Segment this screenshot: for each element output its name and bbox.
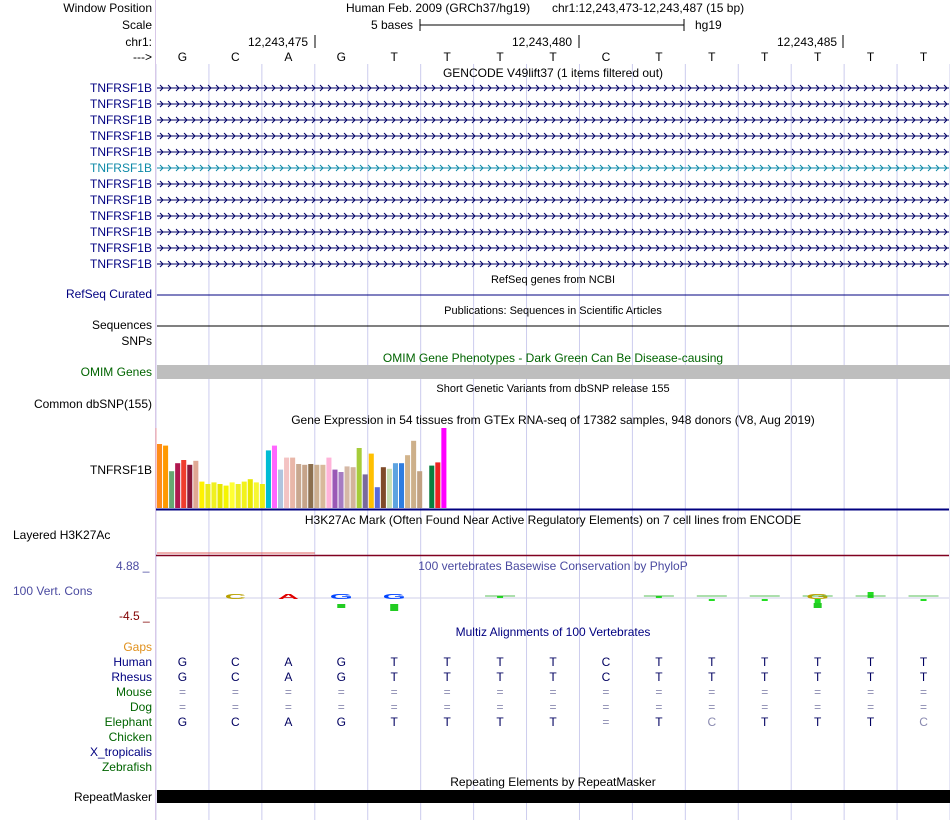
alignment-base: =	[920, 685, 928, 699]
gtex-bar	[254, 482, 259, 508]
publications-label[interactable]: Sequences	[91, 318, 152, 332]
phylop-glyph: G	[806, 592, 830, 601]
dbsnp-label[interactable]: Common dbSNP(155)	[33, 397, 152, 411]
phylop-glyph	[390, 604, 398, 611]
alignment-base: =	[443, 700, 451, 714]
gtex-bar	[339, 472, 344, 508]
alignment-base: =	[496, 700, 504, 714]
position-text: chr1:12,243,473-12,243,487 (15 bp)	[552, 1, 745, 15]
base-letter: T	[761, 50, 769, 64]
gencode-item-label[interactable]: TNFRSF1B	[89, 241, 152, 255]
gtex-bar	[272, 446, 277, 508]
publications-title: Publications: Sequences in Scientific Articles	[444, 305, 662, 317]
base-letter: T	[390, 50, 398, 64]
gtex-bar	[193, 461, 198, 508]
alignment-base: T	[443, 655, 451, 669]
base-letter: T	[866, 50, 875, 64]
base-letter: T	[549, 50, 557, 64]
alignment-base: G	[177, 655, 188, 669]
alignment-base: C	[707, 715, 717, 729]
base-letter: G	[336, 50, 346, 64]
alignment-base: =	[549, 685, 557, 699]
base-letter: C	[601, 50, 611, 64]
base-letter: G	[177, 50, 188, 64]
gtex-bar	[411, 441, 416, 508]
phylop-bar	[709, 599, 715, 601]
repeatmasker-title: Repeating Elements by RepeatMasker	[450, 775, 656, 789]
alignment-base: T	[813, 670, 822, 684]
species-label[interactable]: Chicken	[108, 730, 152, 744]
species-label[interactable]: Zebrafish	[101, 760, 152, 774]
scale-text: 5 bases	[371, 18, 414, 32]
alignment-base: =	[655, 700, 663, 714]
window-position-label: Window Position	[63, 1, 152, 15]
gtex-bar	[369, 454, 374, 508]
alignment-base: =	[867, 685, 875, 699]
species-label[interactable]: Mouse	[115, 685, 152, 699]
alignment-base: T	[496, 715, 504, 729]
alignment-base: T	[708, 655, 716, 669]
base-letter: T	[708, 50, 716, 64]
gencode-item-label[interactable]: TNFRSF1B	[89, 129, 152, 143]
gencode-item-label[interactable]: TNFRSF1B	[89, 113, 152, 127]
gtex-bar	[157, 444, 162, 508]
alignment-base: T	[919, 670, 928, 684]
alignment-base: =	[549, 700, 557, 714]
gtex-bar	[435, 462, 440, 508]
alignment-base: =	[602, 685, 610, 699]
gtex-bar	[266, 450, 271, 508]
phylop-glyph: C	[224, 592, 247, 601]
gtex-bar	[393, 463, 398, 508]
gtex-bar	[387, 469, 392, 508]
coord-tick: 12,243,480	[512, 35, 573, 49]
gtex-bar	[284, 458, 289, 508]
snps-label[interactable]: SNPs	[121, 334, 152, 348]
base-letter: T	[813, 50, 822, 64]
gtex-bar	[205, 484, 210, 508]
gtex-bar	[236, 484, 241, 508]
alignment-base: =	[761, 700, 769, 714]
alignment-base: T	[549, 715, 557, 729]
gtex-bar	[326, 458, 331, 508]
alignment-base: =	[814, 700, 822, 714]
species-label[interactable]: Dog	[129, 700, 152, 714]
omim-title: OMIM Gene Phenotypes - Dark Green Can Be Disease-causing	[382, 351, 724, 365]
dbsnp-title: Short Genetic Variants from dbSNP release 155	[436, 383, 670, 395]
alignment-base: G	[177, 670, 188, 684]
gencode-item-label[interactable]: TNFRSF1B	[89, 209, 152, 223]
gtex-bar	[278, 470, 283, 508]
alignment-base: T	[655, 655, 663, 669]
alignment-base: =	[231, 700, 239, 714]
scale-label: Scale	[121, 18, 152, 32]
gtex-bar	[296, 464, 301, 508]
h3k27ac-title: H3K27Ac Mark (Often Found Near Active Regulatory Elements) on 7 cell lines from ENCODE	[304, 513, 802, 527]
alignment-base: G	[336, 670, 346, 684]
gtex-bar	[290, 458, 295, 508]
alignment-base: =	[655, 685, 663, 699]
alignment-base: T	[866, 715, 875, 729]
gencode-item-label[interactable]: TNFRSF1B	[89, 161, 152, 175]
gencode-item-label[interactable]: TNFRSF1B	[89, 81, 152, 95]
phylop-min: -4.5 _	[119, 609, 150, 623]
alignment-base: T	[761, 670, 769, 684]
omim-bar	[157, 365, 950, 379]
alignment-base: G	[336, 655, 346, 669]
alignment-base: =	[284, 700, 292, 714]
gtex-bar	[224, 486, 229, 508]
refseq-label[interactable]: RefSeq Curated	[65, 287, 152, 301]
h3k27ac-label[interactable]: Layered H3K27Ac	[13, 528, 111, 542]
species-label[interactable]: Human	[113, 655, 152, 669]
alignment-base: T	[813, 715, 822, 729]
gtex-bar	[218, 484, 223, 508]
gtex-label[interactable]: TNFRSF1B	[89, 463, 152, 477]
alignment-base: =	[337, 685, 345, 699]
strand-label: --->	[133, 50, 152, 64]
gencode-item-label[interactable]: TNFRSF1B	[89, 193, 152, 207]
gencode-item-label[interactable]: TNFRSF1B	[89, 177, 152, 191]
gtex-bar	[345, 466, 350, 508]
omim-label[interactable]: OMIM Genes	[80, 365, 152, 379]
alignment-base: =	[284, 685, 292, 699]
phylop-title: 100 vertebrates Basewise Conservation by PhyloP	[418, 559, 688, 573]
alignment-base: =	[390, 700, 398, 714]
base-letter: A	[284, 50, 293, 64]
chrom-label: chr1:	[125, 35, 152, 49]
alignment-base: =	[178, 700, 186, 714]
gencode-title: GENCODE V49lift37 (1 items filtered out)	[442, 66, 664, 80]
phylop-glyph	[337, 604, 345, 608]
phylop-label[interactable]: 100 Vert. Cons	[13, 584, 93, 598]
gtex-bar	[199, 482, 204, 508]
gtex-bar	[332, 470, 337, 508]
refseq-title: RefSeq genes from NCBI	[490, 274, 616, 286]
alignment-base: =	[337, 700, 345, 714]
species-label[interactable]: X_tropicalis	[89, 745, 152, 759]
alignment-base: =	[231, 685, 239, 699]
alignment-base: T	[390, 670, 398, 684]
alignment-base: T	[761, 655, 769, 669]
scale-db: hg19	[695, 18, 722, 32]
gtex-bar	[405, 455, 410, 508]
alignment-base: =	[814, 685, 822, 699]
phylop-glyph: A	[277, 592, 299, 601]
gencode-item-label[interactable]: TNFRSF1B	[89, 97, 152, 111]
alignment-base: T	[443, 715, 451, 729]
alignment-base: T	[708, 670, 716, 684]
gtex-bar	[375, 487, 380, 508]
alignment-base: C	[231, 715, 240, 729]
alignment-base: C	[231, 670, 240, 684]
alignment-base: A	[284, 715, 293, 729]
gtex-bar	[357, 448, 362, 508]
base-letter: T	[443, 50, 451, 64]
alignment-base: A	[284, 670, 293, 684]
gtex-title: Gene Expression in 54 tissues from GTEx RNA-seq of 17382 samples, 948 donors (V8, Aug 2019)	[291, 413, 815, 427]
base-letter: T	[496, 50, 504, 64]
alignment-base: T	[813, 655, 822, 669]
coord-tick: 12,243,485	[777, 35, 838, 49]
gtex-bar	[314, 465, 319, 508]
gtex-bar	[423, 463, 428, 508]
gtex-bar	[363, 474, 368, 508]
alignment-base: T	[496, 670, 504, 684]
gtex-bar	[351, 467, 356, 508]
gtex-bar	[441, 428, 446, 508]
repeatmasker-bar	[157, 790, 950, 803]
species-label[interactable]: Rhesus	[111, 670, 152, 684]
gaps-label[interactable]: Gaps	[123, 640, 152, 654]
alignment-base: =	[178, 685, 186, 699]
phylop-glyph: G	[329, 592, 353, 601]
gtex-bar	[302, 465, 307, 508]
gtex-bar	[429, 466, 434, 508]
base-letter: T	[919, 50, 928, 64]
alignment-base: T	[390, 655, 398, 669]
gtex-bar	[175, 463, 180, 508]
alignment-base: G	[177, 715, 188, 729]
alignment-base: T	[866, 655, 875, 669]
gtex-bar	[381, 467, 386, 508]
alignment-base: T	[496, 655, 504, 669]
coord-tick: 12,243,475	[248, 35, 309, 49]
phylop-glyph	[814, 603, 822, 608]
alignment-base: =	[920, 700, 928, 714]
alignment-base: C	[919, 715, 928, 729]
phylop-bar	[762, 599, 768, 601]
alignment-base: T	[549, 655, 557, 669]
alignment-base: T	[919, 655, 928, 669]
alignment-base: =	[602, 700, 610, 714]
gtex-bar	[260, 484, 265, 508]
alignment-base: G	[336, 715, 346, 729]
alignment-base: T	[655, 670, 663, 684]
alignment-base: =	[496, 685, 504, 699]
alignment-base: =	[602, 715, 610, 729]
alignment-base: =	[443, 685, 451, 699]
gencode-item-label[interactable]: TNFRSF1B	[89, 145, 152, 159]
alignment-base: T	[390, 715, 398, 729]
alignment-base: A	[284, 655, 293, 669]
alignment-base: =	[708, 700, 716, 714]
alignment-base: =	[390, 685, 398, 699]
alignment-base: C	[231, 655, 240, 669]
phylop-glyph: G	[382, 592, 406, 601]
alignment-base: =	[761, 685, 769, 699]
gtex-bar	[163, 446, 168, 508]
alignment-base: =	[708, 685, 716, 699]
gencode-item-label[interactable]: TNFRSF1B	[89, 257, 152, 271]
alignment-base: T	[866, 670, 875, 684]
base-letter: T	[655, 50, 663, 64]
gtex-bar	[230, 482, 235, 508]
phylop-bar	[921, 599, 927, 601]
gtex-bar	[187, 465, 192, 508]
base-letter: C	[231, 50, 240, 64]
alignment-base: T	[655, 715, 663, 729]
alignment-base: T	[761, 715, 769, 729]
alignment-base: T	[443, 670, 451, 684]
gtex-bar	[417, 471, 422, 508]
gtex-bar	[248, 479, 253, 508]
gtex-bar	[242, 482, 247, 508]
gtex-bar	[181, 460, 186, 508]
gtex-bar	[399, 463, 404, 508]
alignment-base: =	[867, 700, 875, 714]
assembly-text: Human Feb. 2009 (GRCh37/hg19)	[346, 1, 531, 15]
species-label[interactable]: Elephant	[104, 715, 152, 729]
multiz-title: Multiz Alignments of 100 Vertebrates	[455, 625, 651, 639]
alignment-base: T	[549, 670, 557, 684]
gtex-bar	[320, 465, 325, 508]
gtex-bar	[169, 471, 174, 508]
phylop-max: 4.88 _	[116, 559, 150, 573]
gencode-item-label[interactable]: TNFRSF1B	[89, 225, 152, 239]
phylop-bar	[868, 592, 874, 598]
repeatmasker-label[interactable]: RepeatMasker	[73, 790, 152, 804]
gtex-bar	[211, 482, 216, 508]
alignment-base: C	[601, 655, 611, 669]
gtex-bar	[308, 464, 313, 508]
alignment-base: C	[601, 670, 611, 684]
